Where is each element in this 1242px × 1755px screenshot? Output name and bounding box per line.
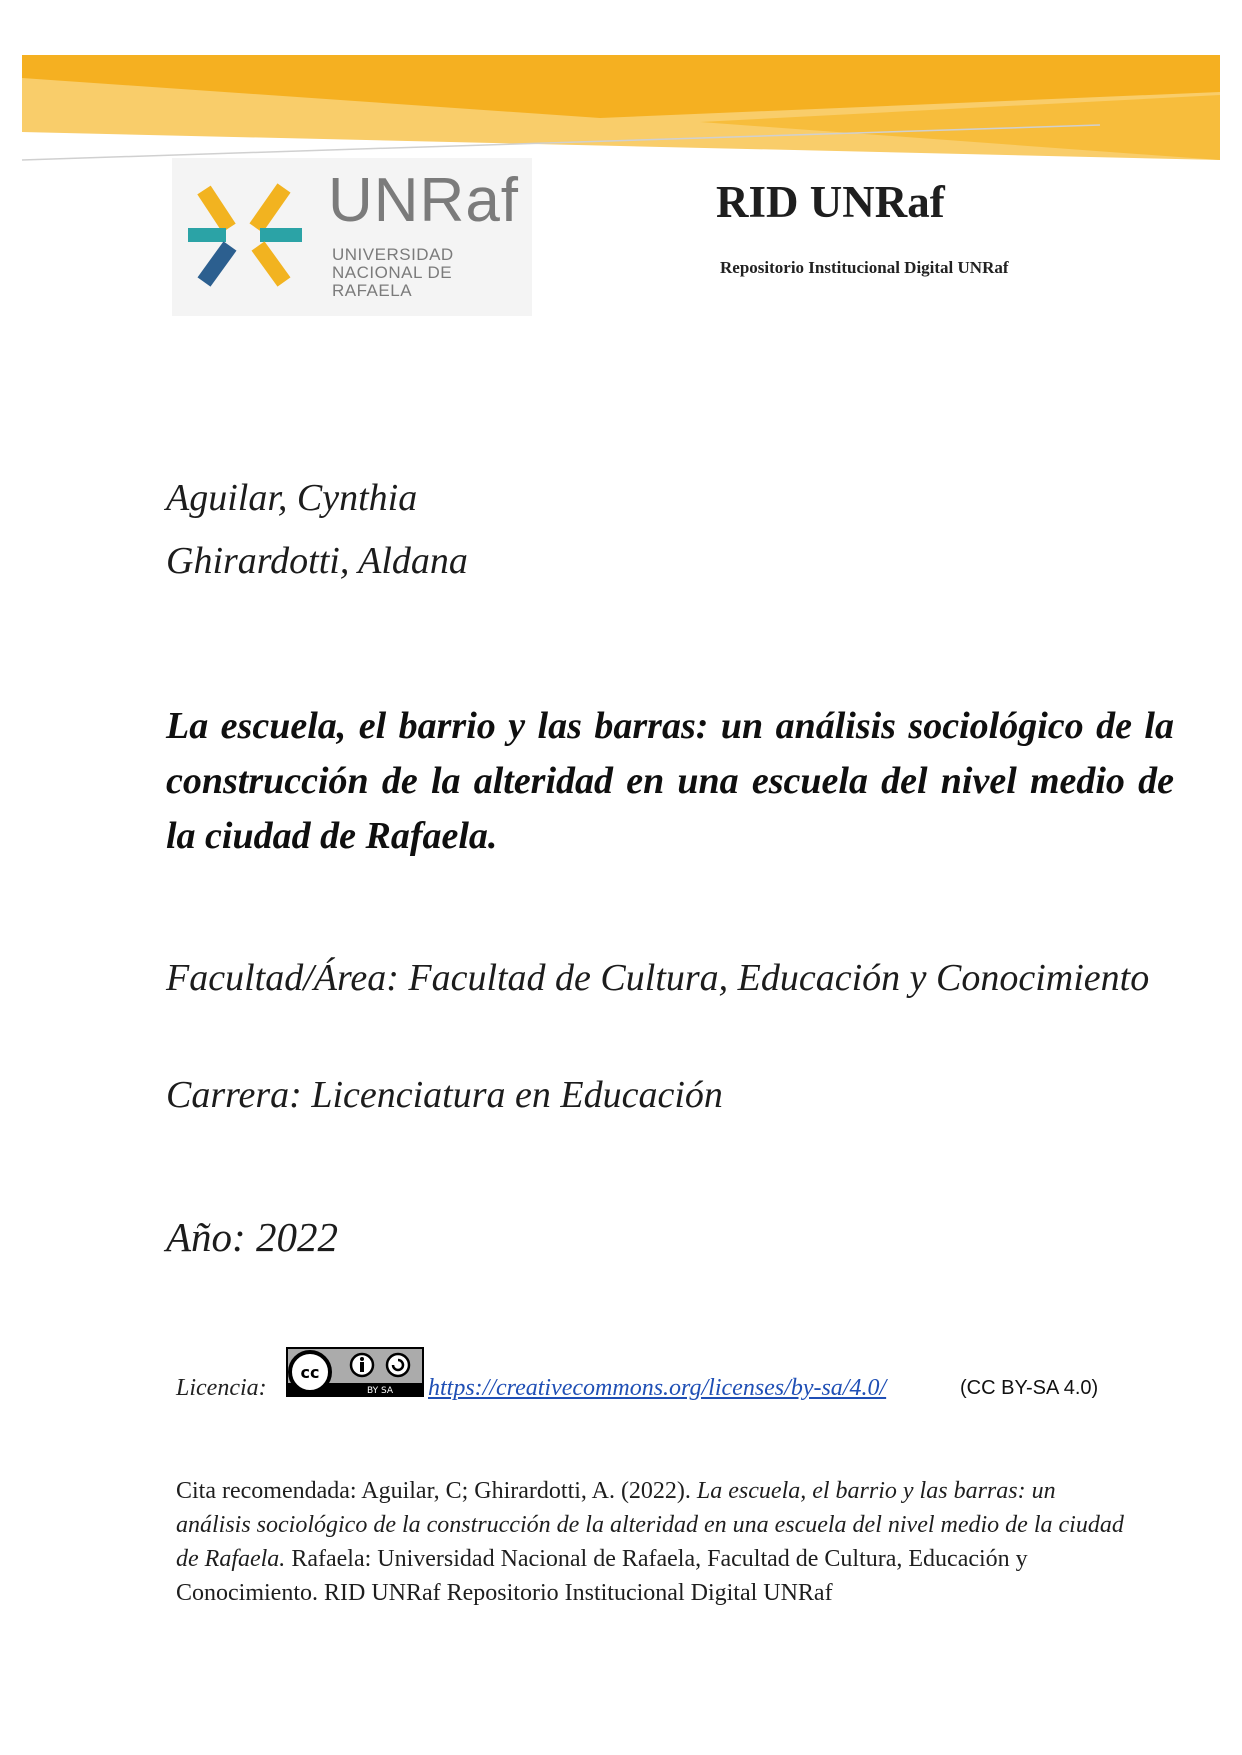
recommended-citation <box>176 1474 1136 1610</box>
header-banner <box>0 0 1242 180</box>
unraf-logo <box>172 158 532 316</box>
unraf-logo-line: NACIONAL DE <box>332 263 453 282</box>
license-link[interactable]: https://creativecommons.org/licenses/by-sa/4.0/ <box>428 1375 887 1401</box>
author-list <box>166 467 468 593</box>
svg-text:BY SA: BY SA <box>366 1386 394 1396</box>
svg-text:cc: cc <box>300 1363 320 1382</box>
unraf-star-icon <box>184 180 304 290</box>
unraf-logo-subtitle <box>332 246 454 300</box>
author-name: Aguilar, Cynthia <box>166 477 418 519</box>
author-name: Ghirardotti, Aldana <box>166 540 468 582</box>
rid-subtitle: Repositorio Institucional Digital UNRaf <box>720 258 1009 277</box>
citation-suffix: Rafaela: Universidad Nacional de Rafaela, Facultad de Cultura, Educación y Conocimiento. RID UNRaf Repositorio Institucional Digital UNRaf <box>176 1546 1028 1606</box>
citation-title: La escuela, el barrio y las barras: un análisis sociológico de la construcción de la alteridad en una escuela del nivel medio de la ciudad de Rafaela. <box>176 1478 1124 1572</box>
license-label: Licencia: <box>176 1375 267 1401</box>
rid-title: RID UNRaf <box>716 177 945 227</box>
carrera: Carrera: Licenciatura en Educación <box>166 1074 723 1116</box>
unraf-logo-line: RAFAELA <box>332 281 413 300</box>
year: Año: 2022 <box>166 1214 338 1260</box>
cc-by-sa-icon <box>286 1347 424 1397</box>
citation-prefix: Cita recomendada: Aguilar, C; Ghirardotti, A. (2022). <box>176 1478 697 1504</box>
unraf-logo-wordmark: UNRaf <box>328 166 520 235</box>
facultad-area: Facultad/Área: Facultad de Cultura, Educación y Conocimiento <box>166 957 1150 999</box>
license-code: (CC BY-SA 4.0) <box>960 1377 1099 1399</box>
unraf-logo-line: UNIVERSIDAD <box>332 245 454 264</box>
document-title: La escuela, el barrio y las barras: un análisis sociológico de la construcción de la alteridad en una escuela del nivel medio de la ciudad de Rafaela. <box>166 705 1174 857</box>
